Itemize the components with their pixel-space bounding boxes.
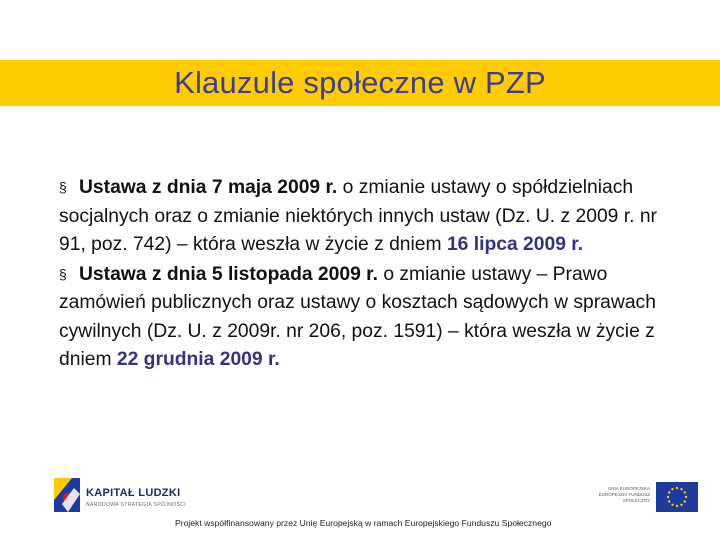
effective-date: 16 lipca 2009 r. bbox=[446, 234, 584, 255]
act-description: o zmianie ustawy – Prawo zamówień publicznych oraz ustawy o kosztach sądowych w sprawach cywilnych (Dz. U. z 2009r. nr 206, poz. 1591) – która weszła w życie z dniem bbox=[59, 263, 656, 370]
cofinancing-note: Projekt współfinansowany przez Unię Europejską w ramach Europejskiego Funduszu Społecznego bbox=[175, 518, 552, 528]
list-item bbox=[59, 173, 689, 260]
bullet-icon: § bbox=[59, 265, 67, 282]
slide-content bbox=[59, 173, 689, 375]
act-title: Ustawa z dnia 7 maja 2009 r. bbox=[79, 177, 338, 198]
act-description: o zmianie ustawy o spółdzielniach socjalnych oraz o zmianie niektórych innych ustaw (Dz. U. z 2009 r. nr 91, poz. 742) – która weszła w życie z dniem bbox=[59, 177, 657, 255]
list-item bbox=[59, 260, 689, 375]
eu-fund-label: UNIA EUROPEJSKA EUROPEJSKI FUNDUSZ SPOŁECZNY bbox=[598, 486, 650, 503]
bullet-icon: § bbox=[59, 179, 67, 195]
eu-flag-icon bbox=[656, 482, 698, 512]
effective-date: 22 grudnia 2009 r. bbox=[116, 349, 280, 370]
slide-title: Klauzule społeczne w PZP bbox=[174, 65, 546, 100]
kapital-ludzki-subtitle: NARODOWA STRATEGIA SPÓJNOŚCI bbox=[86, 502, 187, 508]
act-title: Ustawa z dnia 5 listopada 2009 r. bbox=[79, 263, 378, 285]
kapital-ludzki-name: KAPITAŁ LUDZKI bbox=[86, 487, 181, 499]
